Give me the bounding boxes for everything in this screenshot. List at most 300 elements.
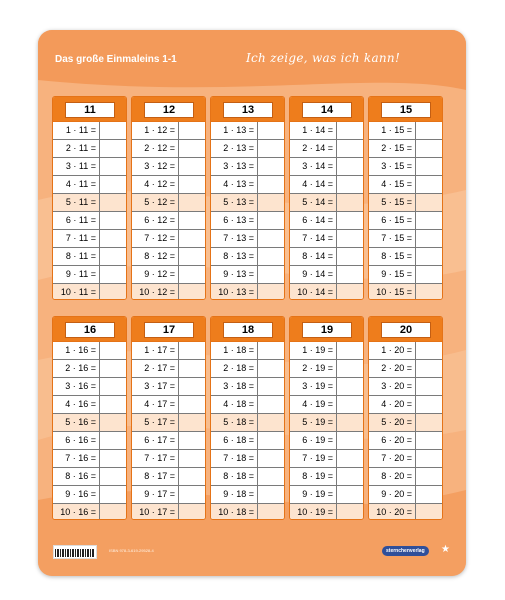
- table-number-label: 13: [223, 102, 273, 118]
- equation-row: [211, 122, 284, 140]
- equation-text: 7 · 17 =: [132, 450, 179, 467]
- equation-text: 3 · 20 =: [369, 378, 416, 395]
- equation-row: [53, 414, 126, 432]
- answer-field[interactable]: [416, 504, 442, 520]
- equation-row: [132, 248, 205, 266]
- answer-field[interactable]: [179, 158, 205, 175]
- equation-text: 3 · 17 =: [132, 378, 179, 395]
- equation-row: [211, 450, 284, 468]
- equation-text: 2 · 13 =: [211, 140, 258, 157]
- answer-field[interactable]: [416, 378, 442, 395]
- equation-row: [369, 414, 442, 432]
- equation-row: [132, 432, 205, 450]
- table-header: [132, 97, 205, 122]
- answer-field[interactable]: [337, 266, 363, 283]
- table-number-label: 16: [65, 322, 115, 338]
- table-header: [132, 317, 205, 342]
- equation-row: [53, 248, 126, 266]
- multiplication-table-18: [210, 316, 285, 520]
- equation-row: [132, 158, 205, 176]
- answer-field[interactable]: [416, 396, 442, 413]
- answer-field[interactable]: [179, 486, 205, 503]
- equation-text: 7 · 18 =: [211, 450, 258, 467]
- equation-text: 4 · 12 =: [132, 176, 179, 193]
- table-header: [53, 97, 126, 122]
- table-number-label: 20: [381, 322, 431, 338]
- equation-row: [53, 266, 126, 284]
- answer-field[interactable]: [258, 504, 284, 520]
- answer-field[interactable]: [100, 486, 126, 503]
- equation-text: 5 · 18 =: [211, 414, 258, 431]
- equation-text: 7 · 14 =: [290, 230, 337, 247]
- equation-text: 7 · 11 =: [53, 230, 100, 247]
- equation-row: [290, 504, 363, 520]
- answer-field[interactable]: [258, 194, 284, 211]
- equation-row: [369, 212, 442, 230]
- answer-field[interactable]: [337, 396, 363, 413]
- equation-row: [211, 248, 284, 266]
- equation-text: 5 · 14 =: [290, 194, 337, 211]
- equation-text: 2 · 19 =: [290, 360, 337, 377]
- equation-text: 1 · 14 =: [290, 122, 337, 139]
- answer-field[interactable]: [337, 414, 363, 431]
- answer-field[interactable]: [258, 140, 284, 157]
- equation-row: [53, 158, 126, 176]
- answer-field[interactable]: [416, 266, 442, 283]
- answer-field[interactable]: [337, 504, 363, 520]
- equation-text: 9 · 15 =: [369, 266, 416, 283]
- equation-text: 7 · 12 =: [132, 230, 179, 247]
- equation-row: [290, 360, 363, 378]
- answer-field[interactable]: [179, 140, 205, 157]
- equation-text: 9 · 11 =: [53, 266, 100, 283]
- answer-field[interactable]: [258, 266, 284, 283]
- equation-row: [53, 396, 126, 414]
- answer-field[interactable]: [258, 468, 284, 485]
- answer-field[interactable]: [100, 432, 126, 449]
- answer-field[interactable]: [416, 432, 442, 449]
- equation-row: [369, 140, 442, 158]
- equation-text: 8 · 14 =: [290, 248, 337, 265]
- equation-text: 10 · 12 =: [132, 284, 179, 300]
- answer-field[interactable]: [337, 450, 363, 467]
- equation-row: [290, 378, 363, 396]
- equation-text: 10 · 20 =: [369, 504, 416, 520]
- answer-field[interactable]: [416, 342, 442, 359]
- equation-text: 6 · 15 =: [369, 212, 416, 229]
- equation-row: [369, 396, 442, 414]
- answer-field[interactable]: [100, 122, 126, 139]
- equation-row: [132, 266, 205, 284]
- answer-field[interactable]: [416, 414, 442, 431]
- answer-field[interactable]: [100, 158, 126, 175]
- equation-text: 9 · 13 =: [211, 266, 258, 283]
- equation-row: [132, 396, 205, 414]
- equation-row: [290, 468, 363, 486]
- answer-field[interactable]: [258, 248, 284, 265]
- equation-text: 6 · 18 =: [211, 432, 258, 449]
- equation-row: [369, 284, 442, 300]
- equation-text: 8 · 20 =: [369, 468, 416, 485]
- equation-text: 10 · 13 =: [211, 284, 258, 300]
- answer-field[interactable]: [258, 122, 284, 139]
- answer-field[interactable]: [100, 176, 126, 193]
- answer-field[interactable]: [179, 342, 205, 359]
- equation-text: 1 · 20 =: [369, 342, 416, 359]
- answer-field[interactable]: [179, 504, 205, 520]
- equation-text: 6 · 14 =: [290, 212, 337, 229]
- answer-field[interactable]: [337, 158, 363, 175]
- answer-field[interactable]: [258, 230, 284, 247]
- equation-text: 3 · 12 =: [132, 158, 179, 175]
- equation-text: 4 · 13 =: [211, 176, 258, 193]
- answer-field[interactable]: [179, 284, 205, 300]
- answer-field[interactable]: [416, 248, 442, 265]
- equation-row: [211, 414, 284, 432]
- answer-field[interactable]: [100, 212, 126, 229]
- equation-text: 9 · 14 =: [290, 266, 337, 283]
- equation-row: [369, 194, 442, 212]
- answer-field[interactable]: [337, 140, 363, 157]
- answer-field[interactable]: [416, 212, 442, 229]
- equation-text: 7 · 15 =: [369, 230, 416, 247]
- answer-field[interactable]: [416, 194, 442, 211]
- equation-row: [290, 158, 363, 176]
- answer-field[interactable]: [258, 378, 284, 395]
- equation-text: 3 · 16 =: [53, 378, 100, 395]
- answer-field[interactable]: [337, 176, 363, 193]
- answer-field[interactable]: [100, 342, 126, 359]
- equation-text: 5 · 12 =: [132, 194, 179, 211]
- equation-row: [369, 450, 442, 468]
- multiplication-table-14: [289, 96, 364, 300]
- table-number-label: 17: [144, 322, 194, 338]
- answer-field[interactable]: [100, 284, 126, 300]
- equation-row: [132, 468, 205, 486]
- equation-row: [369, 468, 442, 486]
- equation-row: [369, 432, 442, 450]
- answer-field[interactable]: [179, 230, 205, 247]
- equation-row: [369, 176, 442, 194]
- answer-field[interactable]: [179, 360, 205, 377]
- answer-field[interactable]: [179, 194, 205, 211]
- answer-field[interactable]: [100, 360, 126, 377]
- publisher-badge: sternchenverlag: [382, 546, 429, 556]
- equation-row: [369, 248, 442, 266]
- equation-row: [211, 158, 284, 176]
- equation-row: [132, 378, 205, 396]
- equation-text: 6 · 17 =: [132, 432, 179, 449]
- answer-field[interactable]: [258, 284, 284, 300]
- equation-text: 8 · 18 =: [211, 468, 258, 485]
- equation-row: [132, 230, 205, 248]
- equation-row: [53, 378, 126, 396]
- answer-field[interactable]: [258, 486, 284, 503]
- equation-text: 6 · 11 =: [53, 212, 100, 229]
- equation-text: 4 · 16 =: [53, 396, 100, 413]
- equation-text: 2 · 14 =: [290, 140, 337, 157]
- equation-row: [211, 194, 284, 212]
- equation-text: 7 · 13 =: [211, 230, 258, 247]
- equation-text: 4 · 15 =: [369, 176, 416, 193]
- answer-field[interactable]: [100, 504, 126, 520]
- star-icon: ★: [441, 544, 450, 555]
- equation-text: 2 · 11 =: [53, 140, 100, 157]
- equation-text: 1 · 11 =: [53, 122, 100, 139]
- equation-text: 7 · 20 =: [369, 450, 416, 467]
- equation-row: [53, 486, 126, 504]
- equation-row: [211, 396, 284, 414]
- answer-field[interactable]: [416, 176, 442, 193]
- answer-field[interactable]: [100, 230, 126, 247]
- equation-row: [290, 266, 363, 284]
- table-number-label: 18: [223, 322, 273, 338]
- answer-field[interactable]: [416, 360, 442, 377]
- equation-row: [53, 194, 126, 212]
- answer-field[interactable]: [258, 176, 284, 193]
- equation-row: [290, 396, 363, 414]
- equation-text: 4 · 11 =: [53, 176, 100, 193]
- equation-text: 5 · 15 =: [369, 194, 416, 211]
- equation-row: [53, 450, 126, 468]
- equation-row: [132, 450, 205, 468]
- equation-row: [211, 486, 284, 504]
- equation-row: [369, 360, 442, 378]
- equation-row: [369, 342, 442, 360]
- answer-field[interactable]: [337, 468, 363, 485]
- answer-field[interactable]: [337, 212, 363, 229]
- answer-field[interactable]: [258, 158, 284, 175]
- tables-row-top: [52, 96, 461, 308]
- answer-field[interactable]: [179, 266, 205, 283]
- answer-field[interactable]: [416, 122, 442, 139]
- equation-text: 6 · 16 =: [53, 432, 100, 449]
- equation-row: [53, 176, 126, 194]
- equation-text: 4 · 14 =: [290, 176, 337, 193]
- equation-row: [211, 140, 284, 158]
- equation-text: 10 · 17 =: [132, 504, 179, 520]
- equation-text: 1 · 12 =: [132, 122, 179, 139]
- answer-field[interactable]: [337, 194, 363, 211]
- answer-field[interactable]: [416, 158, 442, 175]
- equation-text: 8 · 17 =: [132, 468, 179, 485]
- equation-text: 4 · 18 =: [211, 396, 258, 413]
- equation-row: [132, 140, 205, 158]
- equation-row: [132, 486, 205, 504]
- equation-row: [290, 230, 363, 248]
- equation-text: 6 · 12 =: [132, 212, 179, 229]
- product-code: ISBN 978-3-619-29528-4: [109, 548, 154, 553]
- equation-text: 7 · 16 =: [53, 450, 100, 467]
- equation-text: 10 · 15 =: [369, 284, 416, 300]
- table-header: [369, 317, 442, 342]
- tables-grid: [52, 96, 461, 536]
- equation-text: 2 · 15 =: [369, 140, 416, 157]
- table-number-label: 14: [302, 102, 352, 118]
- equation-row: [211, 360, 284, 378]
- answer-field[interactable]: [179, 414, 205, 431]
- equation-row: [290, 122, 363, 140]
- equation-text: 5 · 11 =: [53, 194, 100, 211]
- answer-field[interactable]: [416, 468, 442, 485]
- equation-row: [132, 284, 205, 300]
- answer-field[interactable]: [337, 378, 363, 395]
- equation-row: [369, 158, 442, 176]
- equation-row: [290, 486, 363, 504]
- equation-row: [53, 122, 126, 140]
- equation-text: 3 · 19 =: [290, 378, 337, 395]
- equation-text: 2 · 20 =: [369, 360, 416, 377]
- equation-text: 3 · 15 =: [369, 158, 416, 175]
- answer-field[interactable]: [179, 378, 205, 395]
- answer-field[interactable]: [100, 266, 126, 283]
- equation-text: 5 · 13 =: [211, 194, 258, 211]
- answer-field[interactable]: [100, 468, 126, 485]
- equation-row: [290, 414, 363, 432]
- answer-field[interactable]: [179, 122, 205, 139]
- equation-text: 9 · 12 =: [132, 266, 179, 283]
- equation-row: [211, 468, 284, 486]
- equation-row: [53, 230, 126, 248]
- equation-row: [290, 342, 363, 360]
- answer-field[interactable]: [100, 396, 126, 413]
- equation-row: [290, 176, 363, 194]
- equation-row: [132, 176, 205, 194]
- equation-row: [290, 248, 363, 266]
- answer-field[interactable]: [100, 450, 126, 467]
- equation-text: 9 · 16 =: [53, 486, 100, 503]
- equation-row: [211, 176, 284, 194]
- equation-text: 1 · 13 =: [211, 122, 258, 139]
- answer-field[interactable]: [258, 414, 284, 431]
- answer-field[interactable]: [100, 140, 126, 157]
- answer-field[interactable]: [179, 176, 205, 193]
- equation-text: 9 · 20 =: [369, 486, 416, 503]
- equation-text: 3 · 11 =: [53, 158, 100, 175]
- answer-field[interactable]: [416, 284, 442, 300]
- equation-row: [53, 140, 126, 158]
- equation-row: [132, 122, 205, 140]
- equation-text: 3 · 18 =: [211, 378, 258, 395]
- equation-text: 10 · 14 =: [290, 284, 337, 300]
- equation-text: 1 · 16 =: [53, 342, 100, 359]
- answer-field[interactable]: [416, 450, 442, 467]
- table-header: [290, 317, 363, 342]
- barcode: [53, 545, 97, 559]
- table-header: [369, 97, 442, 122]
- multiplication-table-12: [131, 96, 206, 300]
- multiplication-table-20: [368, 316, 443, 520]
- multiplication-table-11: [52, 96, 127, 300]
- equation-row: [53, 284, 126, 300]
- answer-field[interactable]: [416, 486, 442, 503]
- equation-row: [369, 122, 442, 140]
- multiplication-table-16: [52, 316, 127, 520]
- equation-text: 1 · 17 =: [132, 342, 179, 359]
- answer-field[interactable]: [337, 360, 363, 377]
- answer-field[interactable]: [258, 396, 284, 413]
- table-number-label: 15: [381, 102, 431, 118]
- answer-field[interactable]: [179, 468, 205, 485]
- equation-row: [53, 342, 126, 360]
- equation-text: 9 · 17 =: [132, 486, 179, 503]
- answer-field[interactable]: [337, 122, 363, 139]
- equation-text: 1 · 15 =: [369, 122, 416, 139]
- equation-row: [132, 212, 205, 230]
- equation-row: [132, 194, 205, 212]
- multiplication-table-19: [289, 316, 364, 520]
- answer-field[interactable]: [337, 342, 363, 359]
- equation-text: 6 · 20 =: [369, 432, 416, 449]
- equation-row: [211, 230, 284, 248]
- answer-field[interactable]: [258, 360, 284, 377]
- answer-field[interactable]: [258, 432, 284, 449]
- equation-row: [290, 140, 363, 158]
- equation-text: 2 · 12 =: [132, 140, 179, 157]
- worksheet-title: Das große Einmaleins 1-1: [55, 54, 177, 65]
- slogan: Ich zeige, was ich kann!: [246, 51, 401, 65]
- equation-row: [53, 468, 126, 486]
- answer-field[interactable]: [100, 194, 126, 211]
- answer-field[interactable]: [416, 140, 442, 157]
- equation-text: 8 · 19 =: [290, 468, 337, 485]
- equation-text: 2 · 17 =: [132, 360, 179, 377]
- answer-field[interactable]: [179, 450, 205, 467]
- equation-row: [211, 504, 284, 520]
- multiplication-table-13: [210, 96, 285, 300]
- equation-row: [53, 432, 126, 450]
- answer-field[interactable]: [179, 248, 205, 265]
- answer-field[interactable]: [179, 212, 205, 229]
- answer-field[interactable]: [337, 486, 363, 503]
- answer-field[interactable]: [100, 414, 126, 431]
- answer-field[interactable]: [100, 248, 126, 265]
- answer-field[interactable]: [337, 284, 363, 300]
- answer-field[interactable]: [337, 432, 363, 449]
- equation-row: [290, 450, 363, 468]
- table-number-label: 19: [302, 322, 352, 338]
- equation-row: [53, 212, 126, 230]
- equation-text: 4 · 17 =: [132, 396, 179, 413]
- answer-field[interactable]: [416, 230, 442, 247]
- answer-field[interactable]: [100, 378, 126, 395]
- equation-row: [369, 504, 442, 520]
- equation-row: [290, 432, 363, 450]
- equation-row: [211, 284, 284, 300]
- answer-field[interactable]: [337, 248, 363, 265]
- table-number-label: 11: [65, 102, 115, 118]
- equation-row: [369, 230, 442, 248]
- equation-text: 6 · 13 =: [211, 212, 258, 229]
- equation-row: [211, 266, 284, 284]
- equation-text: 9 · 19 =: [290, 486, 337, 503]
- equation-text: 5 · 16 =: [53, 414, 100, 431]
- equation-row: [53, 360, 126, 378]
- equation-text: 1 · 18 =: [211, 342, 258, 359]
- answer-field[interactable]: [258, 342, 284, 359]
- equation-row: [132, 504, 205, 520]
- equation-text: 10 · 19 =: [290, 504, 337, 520]
- answer-field[interactable]: [258, 450, 284, 467]
- equation-row: [290, 212, 363, 230]
- answer-field[interactable]: [337, 230, 363, 247]
- answer-field[interactable]: [179, 432, 205, 449]
- equation-text: 10 · 11 =: [53, 284, 100, 300]
- answer-field[interactable]: [179, 396, 205, 413]
- equation-row: [211, 432, 284, 450]
- equation-text: 6 · 19 =: [290, 432, 337, 449]
- answer-field[interactable]: [258, 212, 284, 229]
